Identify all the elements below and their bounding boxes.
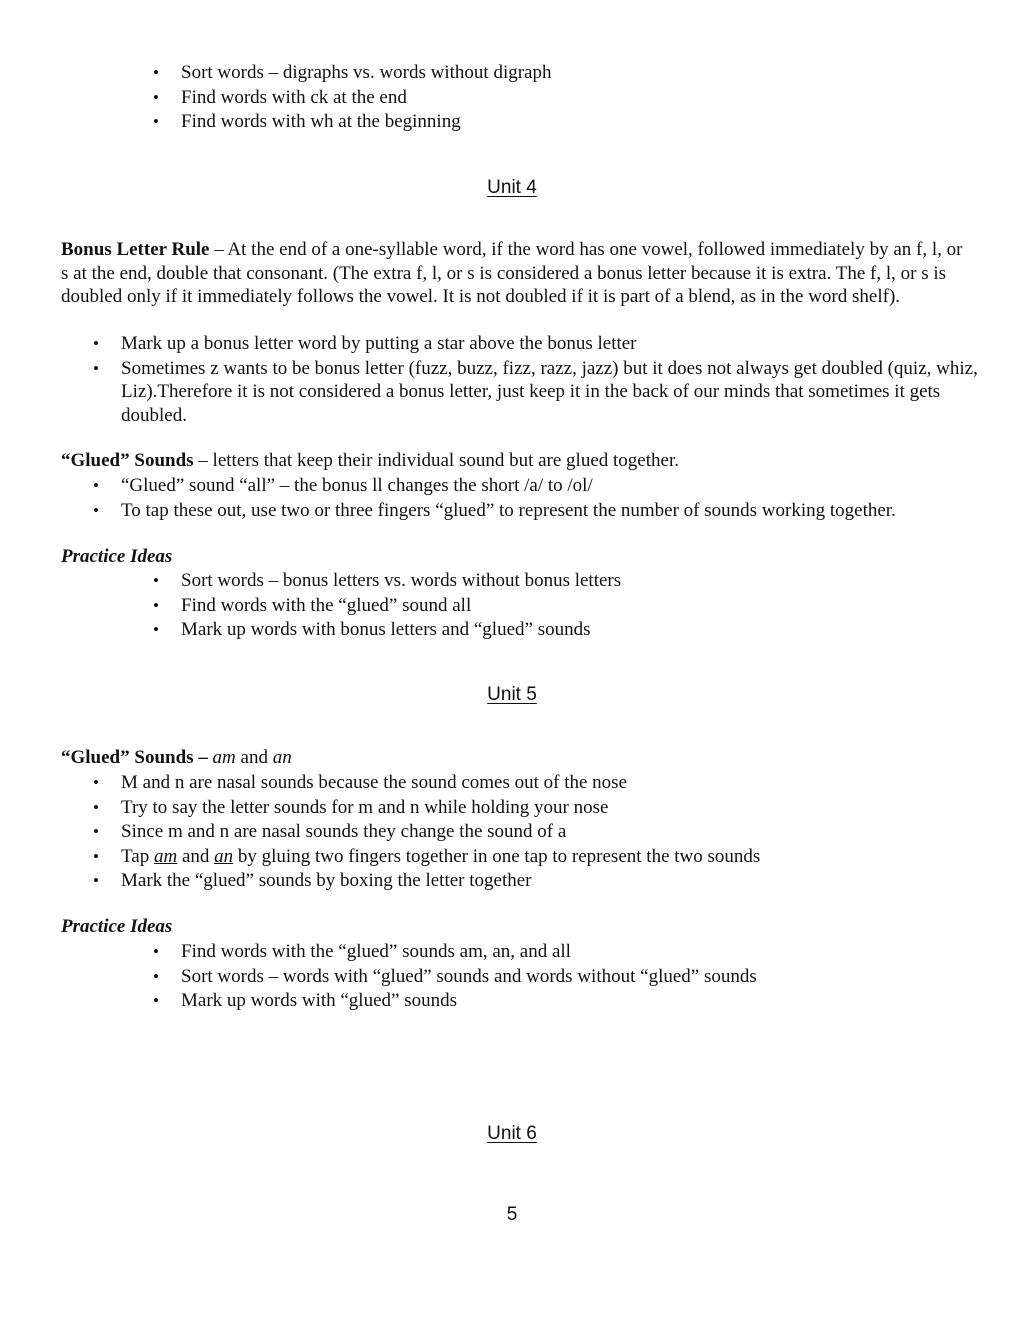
practice-ideas-heading-unit-4: Practice Ideas [61, 546, 173, 567]
bullet-icon: • [153, 966, 159, 986]
list-item: • Sometimes z wants to be bonus letter (fuzz, buzz, fizz, razz, jazz) but it does not always get doubled (quiz, whiz, Liz).Therefore it is not considered a bonus letter, just keep it in the back of our minds that sometimes it gets doubled. [93, 357, 978, 426]
bullet-icon: • [93, 822, 99, 841]
unit-5-heading: Unit 5 [487, 684, 537, 705]
glued-sounds-term: “Glued” Sounds [61, 450, 194, 471]
list-item: • Sort words – bonus letters vs. words without bonus letters [181, 569, 981, 594]
list-item: • Find words with wh at the beginning [181, 110, 981, 135]
bullet-icon: • [93, 871, 99, 890]
list-item: • M and n are nasal sounds because the sound comes out of the nose [121, 771, 981, 796]
bullet-icon: • [153, 595, 159, 615]
list-item: • Try to say the letter sounds for m and n while holding your nose [121, 796, 981, 821]
bullet-icon: • [153, 63, 159, 82]
unit-4-heading: Unit 4 [487, 177, 537, 198]
practice-ideas-heading-unit-5: Practice Ideas [61, 916, 173, 937]
list-item: • Find words with ck at the end [181, 86, 981, 111]
practice-ideas-list-unit-5 [153, 940, 981, 1014]
bonus-letter-rule-paragraph [61, 238, 966, 309]
list-item: • Find words with the “glued” sound all [181, 594, 981, 619]
page-number: 5 [506, 1204, 518, 1225]
bonus-letter-rule-term: Bonus Letter Rule [61, 239, 210, 260]
glued-sounds-paragraph [61, 449, 966, 473]
list-item: • Mark up a bonus letter word by putting a star above the bonus letter [121, 332, 981, 357]
bullet-icon: • [93, 358, 99, 378]
list-item: • Mark up words with “glued” sounds [181, 989, 981, 1014]
practice-ideas-list-unit-4 [153, 569, 981, 643]
bullet-icon: • [153, 87, 159, 107]
list-item: • Since m and n are nasal sounds they change the sound of a [121, 820, 981, 845]
bullet-icon: • [153, 112, 159, 131]
list-item: • Sort words – words with “glued” sounds and words without “glued” sounds [181, 965, 981, 990]
list-item: • Find words with the “glued” sounds am, an, and all [181, 940, 981, 965]
nasal-sounds-bullets [93, 771, 981, 894]
list-item: • Mark the “glued” sounds by boxing the letter together [121, 869, 981, 894]
top-practice-list [153, 61, 981, 135]
bullet-icon: • [93, 773, 99, 792]
bullet-icon: • [153, 942, 159, 961]
list-item: • Sort words – digraphs vs. words without digraph [181, 61, 981, 86]
list-item: • Tap am and an by gluing two fingers together in one tap to represent the two sounds [121, 845, 981, 870]
bonus-letter-rule-text: – At the end of a one-syllable word, if the word has one vowel, followed immediately by an f, l, or s at the end, double that consonant. (The extra f, l, or s is considered a bonus letter because it is extra. The f, l, or s is doubled only if it immediately follows the vowel. It is not doubled if it is part of a blend, as in the word shelf). [61, 239, 963, 307]
glued-sounds-term: “Glued” Sounds – [61, 747, 208, 768]
bullet-icon: • [153, 991, 159, 1010]
bullet-icon: • [93, 476, 99, 495]
bonus-letter-bullets [93, 332, 981, 427]
bullet-icon: • [93, 334, 99, 353]
glued-sounds-text: – letters that keep their individual sound but are glued together. [193, 450, 679, 471]
bullet-icon: • [153, 571, 159, 590]
glued-am-an-paragraph: “Glued” Sounds – am and an [61, 747, 292, 768]
bullet-icon: • [93, 846, 99, 866]
list-item: • To tap these out, use two or three fingers “glued” to represent the number of sounds working together. [121, 499, 981, 524]
list-item: • Mark up words with bonus letters and “glued” sounds [181, 618, 981, 643]
unit-6-heading: Unit 6 [487, 1123, 537, 1144]
bullet-icon: • [93, 797, 99, 817]
bullet-icon: • [93, 500, 99, 520]
bullet-icon: • [153, 620, 159, 639]
glued-sounds-bullets [93, 474, 981, 523]
list-item: • “Glued” sound “all” – the bonus ll changes the short /a/ to /ol/ [121, 474, 981, 499]
